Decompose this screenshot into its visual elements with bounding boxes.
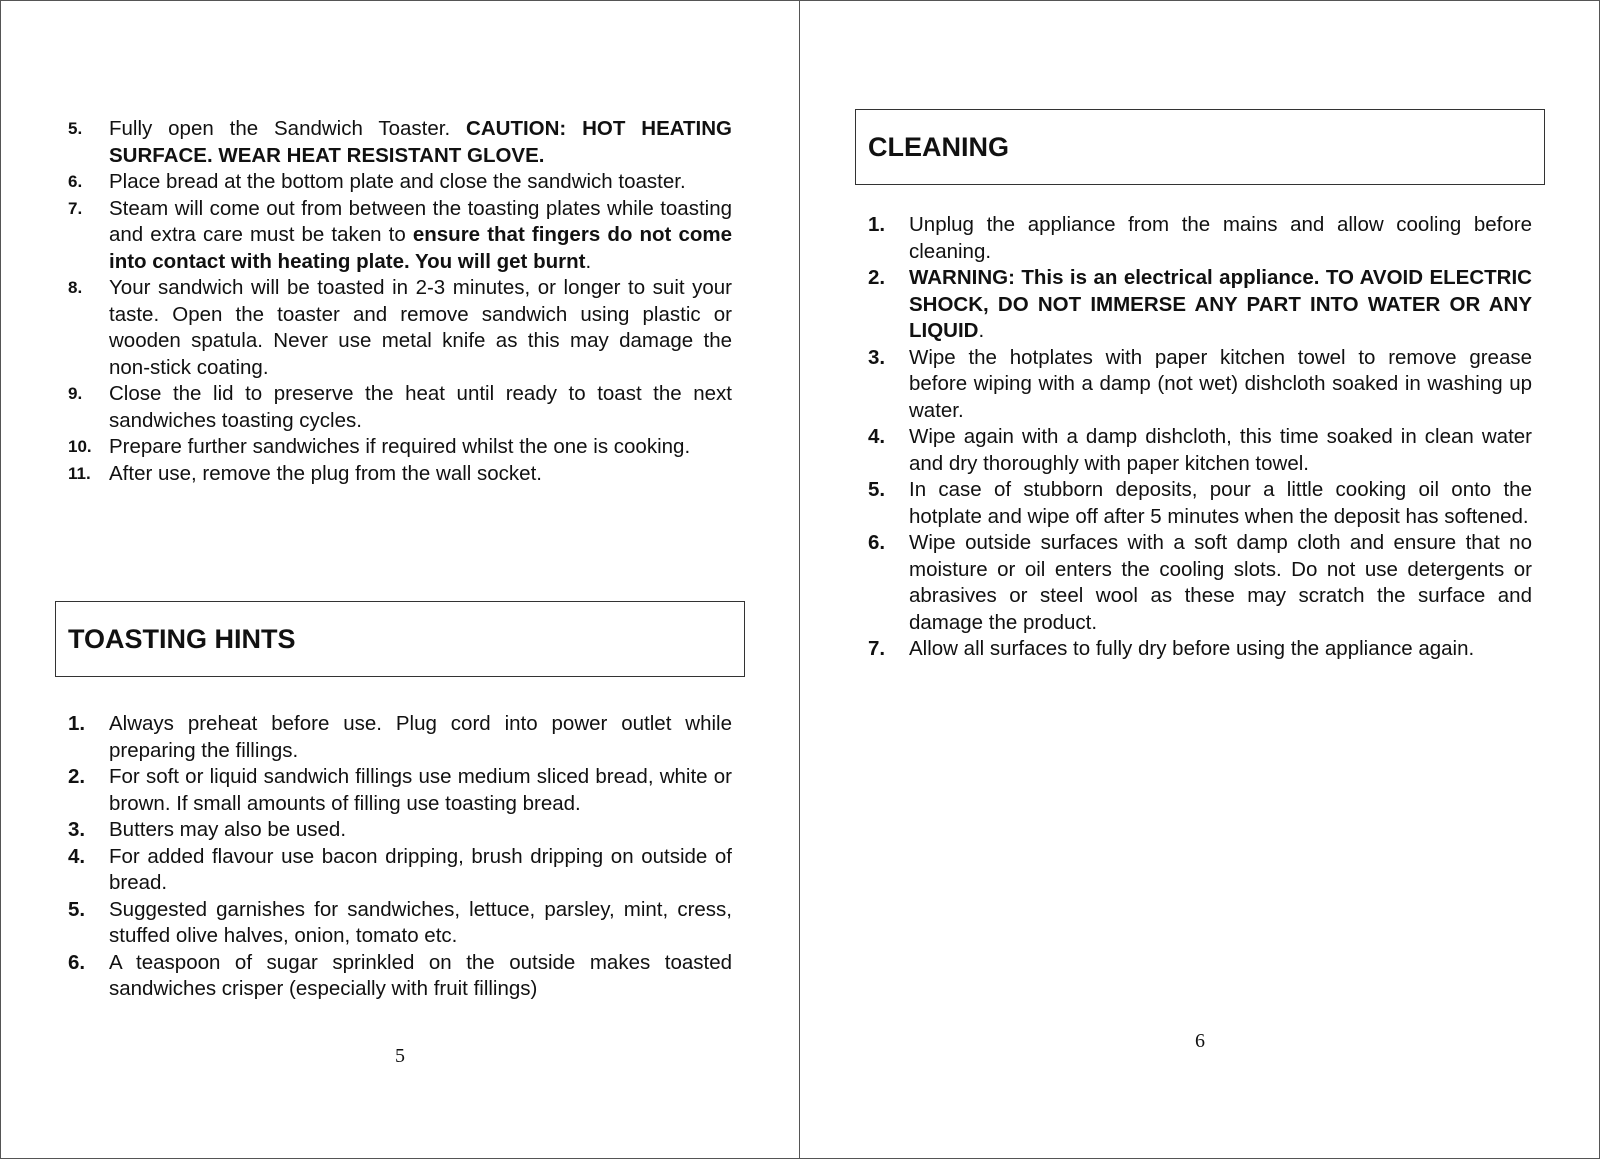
step-text-after: .	[585, 249, 592, 273]
section-heading: CLEANING	[868, 132, 1009, 162]
step-emphasis: WARNING: This is an electrical appliance. TO AVOID ELECTRIC SHOCK, DO NOT IMMERSE ANY PART INTO WATER OR ANY LIQUID	[909, 266, 1532, 342]
step-number: 6.	[868, 531, 886, 554]
list-item	[868, 345, 1532, 425]
list-item	[68, 196, 732, 276]
hint-text: Always preheat before use. Plug cord into power outlet while preparing the fillings.	[109, 712, 732, 762]
list-item	[68, 169, 732, 196]
toasting-hints-list	[68, 711, 732, 1003]
list-item	[68, 711, 732, 764]
cleaning-heading-box	[855, 109, 1545, 185]
step-number: 7.	[868, 637, 886, 660]
step-number: 9.	[68, 384, 83, 403]
step-number: 6.	[68, 172, 83, 191]
list-item	[68, 275, 732, 381]
step-emphasis: CAUTION: HOT HEATING SURFACE. WEAR HEAT RESISTANT GLOVE.	[109, 117, 732, 167]
step-text-after: .	[978, 319, 985, 342]
step-number: 7.	[68, 198, 83, 218]
step-emphasis: ensure that fingers do not come into contact with heating plate. You will get burnt	[109, 223, 732, 273]
hint-number: 3.	[68, 818, 86, 841]
step-number: 3.	[868, 345, 886, 369]
step-number: 4.	[868, 425, 886, 448]
step-text: Wipe outside surfaces with a soft damp cloth and ensure that no moisture or oil enters the cooling slots. Do not use detergents or abrasives or steel wool as these may scratch the surface and damage the product.	[909, 531, 1532, 634]
left-page	[0, 0, 799, 1159]
list-item	[68, 434, 732, 461]
hint-text: A teaspoon of sugar sprinkled on the outside makes toasted sandwiches crisper (especially with fruit fillings)	[109, 950, 732, 1000]
hint-number: 2.	[68, 765, 86, 788]
step-number: 10.	[68, 437, 92, 456]
hint-number: 4.	[68, 844, 86, 868]
list-item	[68, 950, 732, 1003]
right-page	[800, 0, 1600, 1159]
step-text: Close the lid to preserve the heat until ready to toast the next sandwiches toasting cycles.	[109, 382, 732, 432]
step-text: Fully open the Sandwich Toaster.	[109, 117, 467, 140]
hint-number: 1.	[68, 712, 86, 735]
hint-text: Suggested garnishes for sandwiches, lettuce, parsley, mint, cress, stuffed olive halves, onion, tomato etc.	[109, 897, 732, 947]
list-item	[68, 844, 732, 897]
list-item	[68, 764, 732, 817]
hint-text: Butters may also be used.	[109, 818, 347, 841]
hint-text: For soft or liquid sandwich fillings use medium sliced bread, white or brown. If small amounts of filling use toasting bread.	[109, 765, 732, 815]
step-text: Prepare further sandwiches if required whilst the one is cooking.	[109, 435, 691, 458]
step-text: Steam will come out from between the toasting plates while toasting and extra care must be taken to	[109, 196, 732, 246]
step-text: In case of stubborn deposits, pour a little cooking oil onto the hotplate and wipe off after 5 minutes when the deposit has softened.	[909, 478, 1532, 528]
step-number: 2.	[868, 266, 886, 289]
hint-text: For added flavour use bacon dripping, brush dripping on outside of bread.	[109, 844, 732, 894]
list-item	[868, 477, 1532, 530]
list-item	[868, 636, 1532, 663]
section-heading: TOASTING HINTS	[68, 624, 296, 654]
step-number: 1.	[868, 213, 886, 236]
list-item	[68, 116, 732, 169]
list-item	[68, 381, 732, 434]
step-number: 5.	[68, 119, 83, 138]
page-number: 6	[1195, 1030, 1205, 1052]
list-item	[68, 461, 732, 488]
step-number: 8.	[68, 278, 83, 297]
list-item	[868, 530, 1532, 636]
step-text: Place bread at the bottom plate and close the sandwich toaster.	[109, 170, 686, 193]
step-text: Allow all surfaces to fully dry before using the appliance again.	[909, 637, 1475, 660]
list-item	[868, 265, 1532, 345]
usage-steps-list	[68, 116, 732, 487]
cleaning-steps-list	[868, 212, 1532, 663]
list-item	[68, 817, 732, 844]
hint-number: 6.	[68, 950, 86, 974]
list-item	[868, 424, 1532, 477]
step-number: 11.	[68, 463, 91, 483]
list-item	[68, 897, 732, 950]
step-text: Your sandwich will be toasted in 2-3 minutes, or longer to suit your taste. Open the toaster and remove sandwich using plastic or wooden spatula. Never use metal knife as this may damage the non-stick coating.	[109, 276, 732, 379]
step-text: Wipe again with a damp dishcloth, this time soaked in clean water and dry thoroughly with paper kitchen towel.	[909, 425, 1532, 475]
step-number: 5.	[868, 478, 886, 501]
step-text: Wipe the hotplates with paper kitchen towel to remove grease before wiping with a damp (not wet) dishcloth soaked in washing up water.	[909, 345, 1532, 422]
step-text: After use, remove the plug from the wall socket.	[109, 461, 542, 485]
page-number: 5	[395, 1045, 405, 1067]
step-text: Unplug the appliance from the mains and allow cooling before cleaning.	[909, 213, 1532, 263]
toasting-hints-heading-box	[55, 601, 745, 677]
list-item	[868, 212, 1532, 265]
hint-number: 5.	[68, 897, 86, 921]
